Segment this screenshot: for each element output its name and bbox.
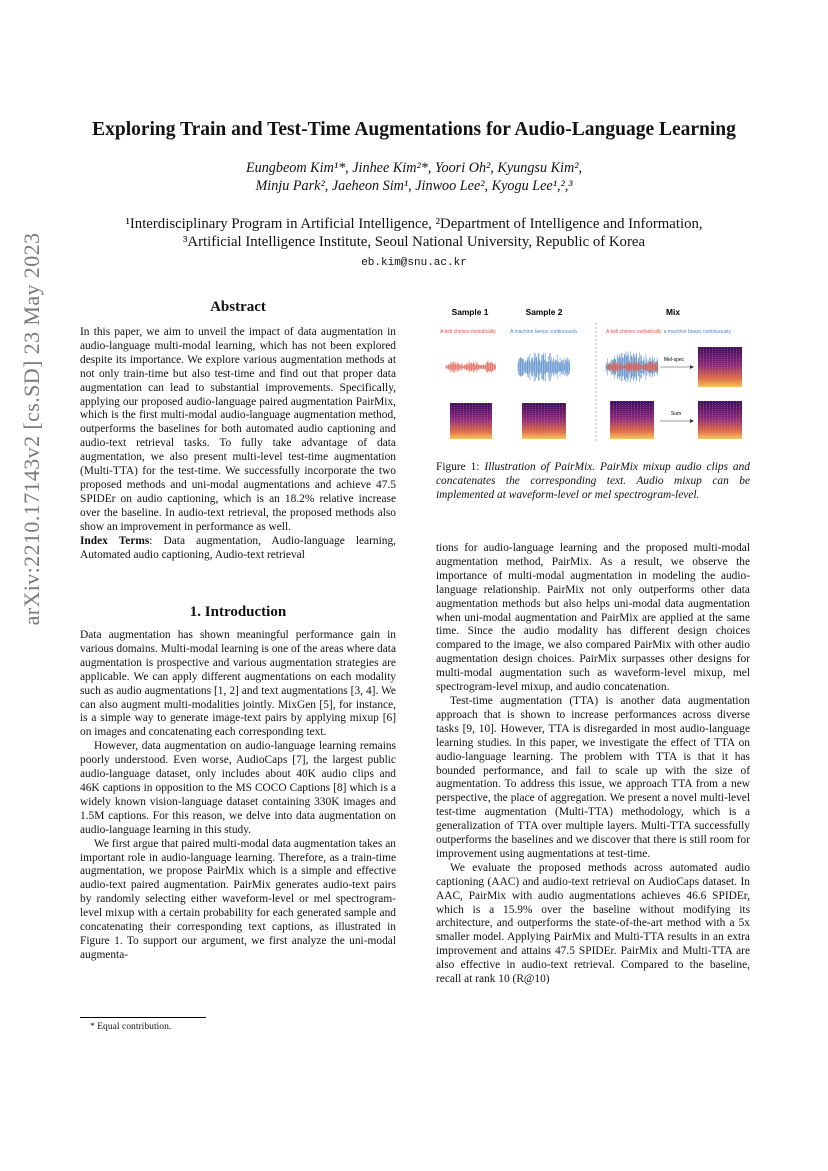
- fig-mix-label: Mix: [666, 307, 680, 317]
- fig-waveform-sample1: [446, 360, 496, 373]
- authors-line-1: Eungbeom Kim¹*, Jinhee Kim²*, Yoori Oh², Kyungsu Kim²,: [245, 160, 583, 176]
- index-terms-text: : Data augmentation, Audio-language learning, Automated audio captioning, Audio-text retrieval: [80, 534, 396, 561]
- col2-paragraph-2: Test-time augmentation (TTA) is another data augmentation approach that is shown to increase performances across diverse tasks [9, 10]. However, TTA is disregarded in most audio-language learning studies. In this paper, we investigate the effect of TTA on audio-language learning. The problem with TTA is that it has bounded performance, and fail to scale up with the size of augmentation. To address this issue, we approach TTA from a new perspective, the place of aggregation. We present a novel multi-level test-time augmentation (Multi-TTA) methodology, which is a generalization of TTA over multiple layers. Multi-TTA successfully outperforms the baselines and we discover that there is still room for improvement using augmentations at test-time.: [436, 694, 750, 860]
- fig-sum-label: Sum: [670, 411, 682, 417]
- paper-title: Exploring Train and Test-Time Augmentations for Audio-Language Learning: [92, 119, 736, 140]
- affiliation-line-2: ³Artificial Intelligence Institute, Seoul National University, Republic of Korea: [182, 234, 646, 250]
- fig-caption-mix-b: a machine beeps continuously: [663, 329, 731, 335]
- footnote-divider: [80, 1017, 206, 1018]
- figure-caption: [436, 461, 750, 503]
- intro-paragraph-1: Data augmentation has shown meaningful performance gain in various domains. Multi-modal learning is one of the areas where data augmentation is prospective and various augmentation strategies are applicable. We can apply different augmentations on each modality such as audio augmentations [1, 2] and text augmentations [3, 4]. We can also augment multi-modalities jointly. MixGen [5], for instance, is a simple way to generate image-text pairs by applying mixup [6] on images and concatenating each corresponding text.: [80, 629, 396, 739]
- fig-caption-mix-a: A bell chimes melodically: [606, 329, 662, 335]
- right-column-body: [436, 542, 750, 987]
- fig-caption-sample2: A machine beeps continuously: [510, 329, 578, 335]
- intro-paragraph-2: However, data augmentation on audio-language learning remains poorly understood. Even worse, AudioCaps [7], the largest public audio-language dataset, only includes about 40K audio clips and 46K captions in opposition to the MS COCO Captions [8] which is a widely known vision-language dataset containing 330K images and 1.5M captions. For this reason, we delve into data augmentation on audio-language learning in this study.: [80, 740, 396, 836]
- fig-caption-mix: [606, 329, 731, 335]
- fig-sample2-label: Sample 2: [525, 307, 563, 317]
- index-terms-label: Index Terms: [80, 534, 150, 547]
- figure-caption-text: Illustration of PairMix. PairMix mixup audio clips and concatenates the corresponding text. Audio mixup can be implemented at waveform-level or mel spectrogram-level.: [436, 461, 750, 501]
- figure-caption-label: Figure 1:: [436, 461, 485, 473]
- author-email: eb.kim@snu.ac.kr: [361, 257, 467, 269]
- col2-paragraph-3: We evaluate the proposed methods across automated audio captioning (AAC) and audio-text retrieval on AudioCaps dataset. In AAC, PairMix with audio augmentations achieves 46.6 SPIDEr, which is a 15.9% over the baseline without modifying its architecture, and outperforms the state-of-the-art method with a 5x smaller model. Applying PairMix and Multi-TTA results in an extra improvement and attains 47.5 SPIDEr. PairMix and Multi-TTA are also effective in audio-text retrieval. Compared to the baseline, recall at rank 10 (R@10): [436, 861, 750, 986]
- fig-waveform-sample2: [518, 352, 570, 381]
- fig-waveform-mix: [606, 351, 658, 382]
- authors-line-2: Minju Park², Jaeheon Sim¹, Jinwoo Lee², Kyogu Lee¹,²,³: [255, 178, 573, 194]
- abstract-heading: Abstract: [210, 299, 266, 315]
- introduction-section: [80, 629, 396, 963]
- footnote: * Equal contribution.: [90, 1021, 172, 1032]
- affiliation-line-1: ¹Interdisciplinary Program in Artificial Intelligence, ²Department of Intelligence and Information,: [125, 216, 703, 232]
- col2-paragraph-1: tions for audio-language learning and the proposed multi-modal augmentation method, PairMix. As a result, we observe the importance of multi-modal augmentation in modeling the audio-language relationship. PairMix not only outperforms other data augmentation methods but also helps uni-modal data augmentation when uni-modal augmentation and PairMix are applied at the same time. Since the audio modality has different design choices compared to the image, we also compared PairMix with other audio augmentation design choices. PairMix surpasses other designs for multi-modal augmentation such as waveform-level mixup, mel spectrogram-level mixup, and audio concatenation.: [436, 542, 750, 694]
- abstract-section: [80, 326, 396, 562]
- index-terms: [80, 535, 396, 563]
- fig-sample1-label: Sample 1: [451, 307, 489, 317]
- arxiv-identifier: arXiv:2210.17143v2 [cs.SD] 23 May 2023: [19, 232, 44, 626]
- fig-melspec-label: Mel-spec: [663, 357, 685, 363]
- figure-pairmix: [436, 303, 750, 445]
- fig-caption-sample1: A bell chimes melodically: [440, 329, 496, 335]
- introduction-heading: 1. Introduction: [189, 604, 287, 620]
- intro-paragraph-3: We first argue that paired multi-modal data augmentation takes an important role in audio-language learning. Therefore, as a train-time augmentation, we propose PairMix which is a simple and effective audio-text paired augmentation. PairMix generates audio-text pairs by randomly selecting either waveform-level or mel spectrogram-level mixup with a certain probability for each generated sample and concatenating their corresponding text captions, as illustrated in Figure 1. To support our argument, we first analyze the uni-modal augmenta-: [80, 837, 396, 961]
- abstract-body: In this paper, we aim to unveil the impact of data augmentation in audio-language multi-modal learning, which has not been explored despite its importance. We explore various augmentation methods at not only train-time but also test-time and find out that proper data augmentation can lead to substantial improvements. Specifically, applying our proposed audio-language paired augmentation PairMix, which is the first multi-modal audio-language augmentation method, outperforms the baselines for both automated audio captioning and audio-text retrieval tasks. To fully take advantage of data augmentation, we also present multi-level test-time augmentation (Multi-TTA) for the test-time. We successfully incorporate the two proposed methods and uni-modal augmentations and achieve 47.5 SPIDEr on audio captioning, which is an 18.2% relative increase over the baseline. In audio-text retrieval, the proposed methods also show an improvement in performance as well.: [80, 326, 396, 533]
